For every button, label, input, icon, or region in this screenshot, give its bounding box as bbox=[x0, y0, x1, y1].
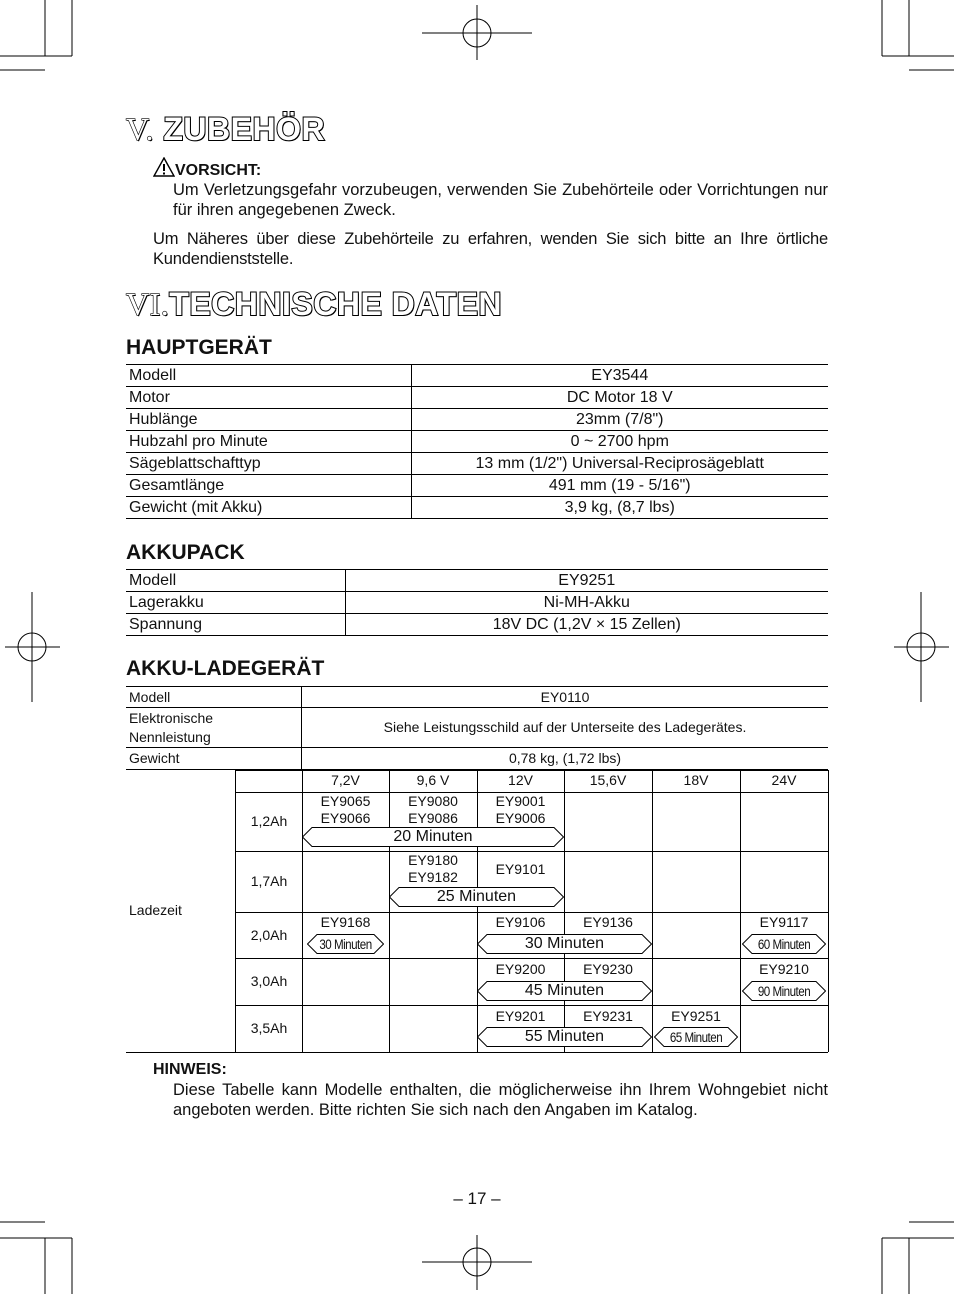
model-cell: EY9210 bbox=[759, 961, 809, 977]
spec-value: EY9251 bbox=[345, 570, 828, 592]
charge-time-text: 25 Minuten bbox=[436, 888, 517, 905]
main-unit-heading: HAUPTGERÄT bbox=[126, 336, 272, 359]
spec-value: 491 mm (19 - 5/16") bbox=[411, 475, 828, 497]
capacity-label: 3,5Ah bbox=[250, 1020, 288, 1036]
section-6-number: VI. bbox=[126, 286, 170, 322]
charge-time-text: 55 Minuten bbox=[524, 1028, 605, 1045]
model-cell: EY9117 bbox=[759, 914, 809, 930]
spec-label: Sägeblattschafttyp bbox=[126, 453, 411, 475]
note-label: HINWEIS: bbox=[153, 1061, 227, 1078]
section-5-title: ZUBEHÖR bbox=[163, 111, 326, 147]
spec-label: Hubzahl pro Minute bbox=[126, 431, 411, 453]
charger-rating-value: Siehe Leistungsschild auf der Unterseite des Ladegerätes. bbox=[383, 719, 747, 735]
capacity-label: 3,0Ah bbox=[250, 973, 288, 989]
table-rule bbox=[126, 686, 828, 687]
spec-label: Modell bbox=[126, 570, 345, 592]
model-cell: EY9180 EY9182 bbox=[408, 852, 458, 885]
model-cell: EY9168 bbox=[320, 914, 371, 930]
section-5-number: V. bbox=[126, 111, 154, 147]
charge-time-text: 20 Minuten bbox=[393, 828, 473, 845]
table-rule bbox=[740, 770, 741, 1052]
voltage-header: 7,2V bbox=[331, 772, 360, 788]
charger-model-value: EY0110 bbox=[540, 689, 590, 705]
capacity-label: 1,2Ah bbox=[250, 813, 288, 829]
voltage-header: 15,6V bbox=[589, 772, 627, 788]
page-number: – 17 – bbox=[453, 1189, 501, 1208]
table-rule bbox=[301, 686, 302, 769]
charger-weight-label: Gewicht bbox=[129, 750, 180, 766]
voltage-header: 24V bbox=[771, 772, 797, 788]
spec-label: Motor bbox=[126, 387, 411, 409]
table-rule bbox=[126, 1052, 828, 1053]
spec-value: 0 ~ 2700 hpm bbox=[411, 431, 828, 453]
spec-label: Hublänge bbox=[126, 409, 411, 431]
charge-time-badge bbox=[654, 1027, 738, 1047]
spec-value: 18V DC (1,2V × 15 Zellen) bbox=[345, 614, 828, 636]
charge-time-badge bbox=[742, 934, 826, 954]
model-cell: EY9001 EY9006 bbox=[495, 793, 546, 826]
charge-time-text: 30 Minuten bbox=[319, 936, 372, 952]
model-cell: EY9251 bbox=[671, 1008, 721, 1024]
voltage-header: 9,6 V bbox=[416, 772, 450, 788]
charger-model-label: Modell bbox=[129, 689, 171, 705]
voltage-header: 18V bbox=[683, 772, 709, 788]
model-cell: EY9106 bbox=[495, 914, 546, 930]
model-cell: EY9065 EY9066 bbox=[320, 793, 371, 826]
spec-label: Lagerakku bbox=[126, 592, 345, 614]
section-6-title: TECHNISCHE DATEN bbox=[169, 286, 503, 322]
charge-time-text: 45 Minuten bbox=[524, 982, 605, 999]
voltage-header: 12V bbox=[508, 772, 533, 788]
caution-text: Um Verletzungsgefahr vorzubeugen, verwenden Sie Zubehörteile oder Vorrichtungen nur für ihren angegebenen Zweck. bbox=[173, 181, 828, 219]
capacity-label: 1,7Ah bbox=[250, 873, 288, 889]
battery-heading: AKKUPACK bbox=[126, 541, 245, 564]
charge-time-text: 65 Minuten bbox=[669, 1029, 723, 1045]
table-rule bbox=[126, 707, 828, 708]
charge-time-badge bbox=[389, 887, 564, 907]
note-text: Diese Tabelle kann Modelle enthalten, die möglicherweise ihn Ihrem Wohngebiet nicht angeboten werden. Bitte richten Sie sich nach den Angaben im Katalog. bbox=[173, 1081, 828, 1119]
spec-value: EY3544 bbox=[411, 365, 828, 387]
charger-rating-label-1: Elektronische bbox=[129, 710, 214, 726]
charge-time-badge bbox=[477, 981, 652, 1001]
charge-time-badge bbox=[477, 934, 652, 954]
spec-label: Gewicht (mit Akku) bbox=[126, 497, 411, 519]
model-cell: EY9136 bbox=[583, 914, 633, 930]
capacity-label: 2,0Ah bbox=[250, 927, 288, 943]
spec-value: DC Motor 18 V bbox=[411, 387, 828, 409]
caution-label: VORSICHT: bbox=[175, 162, 262, 179]
model-cell: EY9101 bbox=[495, 861, 546, 877]
spec-label: Modell bbox=[126, 365, 411, 387]
spec-value: 23mm (7/8") bbox=[411, 409, 828, 431]
spec-label: Gesamtlänge bbox=[126, 475, 411, 497]
spec-value: 3,9 kg, (8,7 lbs) bbox=[411, 497, 828, 519]
spec-label: Spannung bbox=[126, 614, 345, 636]
model-cell: EY9231 bbox=[583, 1008, 633, 1024]
charge-time-text: 30 Minuten bbox=[524, 935, 605, 952]
charge-time-badge bbox=[307, 934, 384, 954]
charge-time-text: 60 Minuten bbox=[757, 936, 811, 952]
charge-time-badge bbox=[302, 827, 564, 847]
dealer-text: Um Näheres über diese Zubehörteile zu erfahren, wenden Sie sich bitte an Ihre örtliche Kundendienststelle. bbox=[153, 230, 828, 268]
model-cell: EY9200 bbox=[495, 961, 546, 977]
spec-value: 13 mm (1/2") Universal-Reciprosägeblatt bbox=[411, 453, 828, 475]
charge-time-text: 90 Minuten bbox=[757, 983, 811, 999]
charger-heading: AKKU-LADEGERÄT bbox=[126, 657, 325, 680]
table-rule bbox=[126, 747, 828, 748]
table-rule bbox=[828, 770, 829, 1052]
charge-time-badge bbox=[742, 981, 826, 1001]
model-cell: EY9230 bbox=[583, 961, 633, 977]
charger-weight-value: 0,78 kg, (1,72 lbs) bbox=[508, 750, 622, 766]
model-cell: EY9201 bbox=[495, 1008, 546, 1024]
charge-time-badge bbox=[477, 1027, 652, 1047]
charger-rating-label-2: Nennleistung bbox=[129, 729, 211, 745]
model-cell: EY9080 EY9086 bbox=[408, 793, 458, 826]
spec-value: Ni-MH-Akku bbox=[345, 592, 828, 614]
charge-time-label: Ladezeit bbox=[129, 902, 182, 918]
table-rule bbox=[302, 770, 828, 771]
